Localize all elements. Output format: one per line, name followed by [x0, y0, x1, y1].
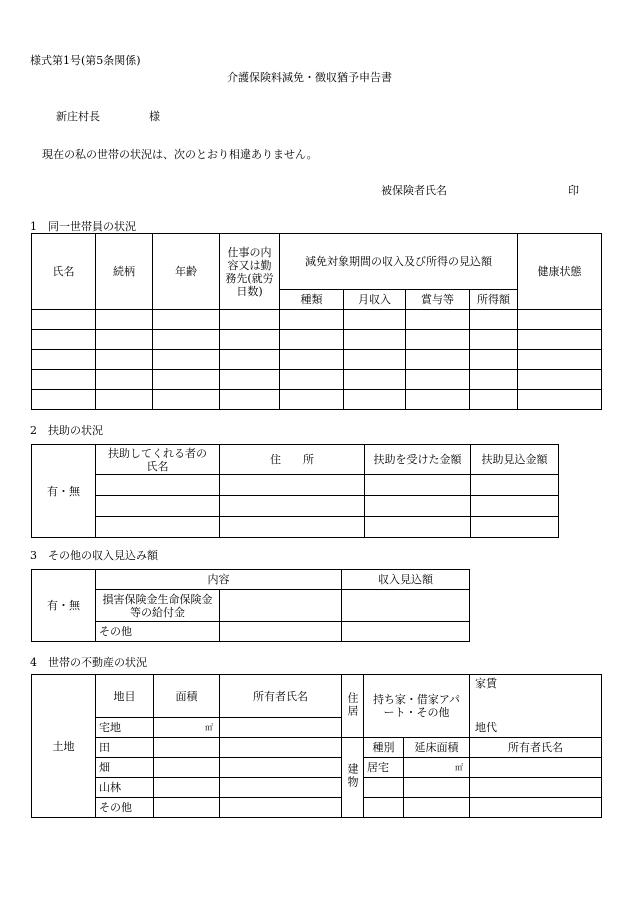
col-content: 内容 — [96, 570, 342, 590]
col-name: 氏名 — [32, 234, 96, 310]
col-income-group: 減免対象期間の収入及び所得の見込額 — [280, 234, 518, 290]
support-row — [32, 475, 559, 496]
col-income: 所得額 — [470, 290, 518, 310]
section1-heading: 1 同一世帯員の状況 — [30, 220, 136, 233]
row-insurance: 損害保険金生命保険金等の給付金 — [96, 590, 220, 622]
row-forest: 山林 — [96, 778, 154, 798]
residence-options: 持ち家・借家アパート・その他 — [364, 675, 470, 738]
col-age: 年齢 — [153, 234, 220, 310]
unit-sqm-house: ㎡ — [404, 758, 470, 778]
col-area: 面積 — [154, 675, 220, 718]
seal-label: 印 — [568, 184, 579, 197]
section4-heading: 4 世帯の不動産の状況 — [30, 656, 147, 669]
member-row — [32, 310, 602, 330]
statement: 現在の私の世帯の状況は、次のとおり相違ありません。 — [42, 148, 318, 161]
member-row — [32, 390, 602, 410]
member-row — [32, 350, 602, 370]
support-yes-no: 有・無 — [32, 445, 96, 538]
building-label: 建物 — [346, 763, 359, 789]
col-owner: 所有者氏名 — [220, 675, 342, 718]
other-income-yes-no: 有・無 — [32, 570, 96, 642]
col-supporter: 扶助してくれる者の氏名 — [96, 445, 220, 475]
unit-sqm: ㎡ — [154, 718, 220, 738]
col-kind: 種別 — [364, 738, 404, 758]
row-other-income: その他 — [96, 622, 220, 642]
insured-name-label: 被保険者氏名 — [381, 184, 447, 197]
row-house: 居宅 — [364, 758, 404, 778]
row-other-land: その他 — [96, 798, 154, 818]
residence-label: 住居 — [346, 691, 359, 718]
col-relation: 続柄 — [96, 234, 153, 310]
row-paddy: 田 — [96, 738, 154, 758]
support-row — [32, 517, 559, 538]
col-amount: 収入見込額 — [342, 570, 470, 590]
member-row — [32, 330, 602, 350]
member-row — [32, 370, 602, 390]
col-expected: 扶助見込金額 — [471, 445, 559, 475]
rent-label: 家賃 — [475, 677, 497, 690]
col-owner2: 所有者氏名 — [470, 738, 602, 758]
land-rent-label: 地代 — [475, 721, 497, 734]
row-field: 畑 — [96, 758, 154, 778]
support-row — [32, 496, 559, 517]
section2-heading: 2 扶助の状況 — [30, 424, 103, 437]
honorific: 様 — [149, 110, 160, 123]
support-table — [31, 444, 559, 538]
col-category: 地目 — [96, 675, 154, 718]
col-received: 扶助を受けた金額 — [365, 445, 471, 475]
col-address: 住 所 — [220, 445, 365, 475]
addressee: 新庄村長 — [56, 110, 100, 123]
form-title: 介護保険料減免・徴収猶予申告書 — [227, 71, 392, 84]
col-work: 仕事の内容又は勤務先(就労日数) — [220, 234, 280, 310]
col-type: 種類 — [280, 290, 344, 310]
section3-heading: 3 その他の収入見込み額 — [30, 549, 158, 562]
col-bonus: 賞与等 — [406, 290, 470, 310]
col-health: 健康状態 — [518, 234, 602, 310]
col-monthly: 月収入 — [344, 290, 406, 310]
row-residential: 宅地 — [96, 718, 154, 738]
col-floor-area: 延床面積 — [404, 738, 470, 758]
real-estate-table — [31, 674, 602, 818]
land-label: 土地 — [32, 675, 96, 818]
household-members-table — [31, 233, 602, 410]
form-number: 様式第1号(第5条関係) — [30, 54, 141, 67]
other-income-table — [31, 569, 470, 642]
